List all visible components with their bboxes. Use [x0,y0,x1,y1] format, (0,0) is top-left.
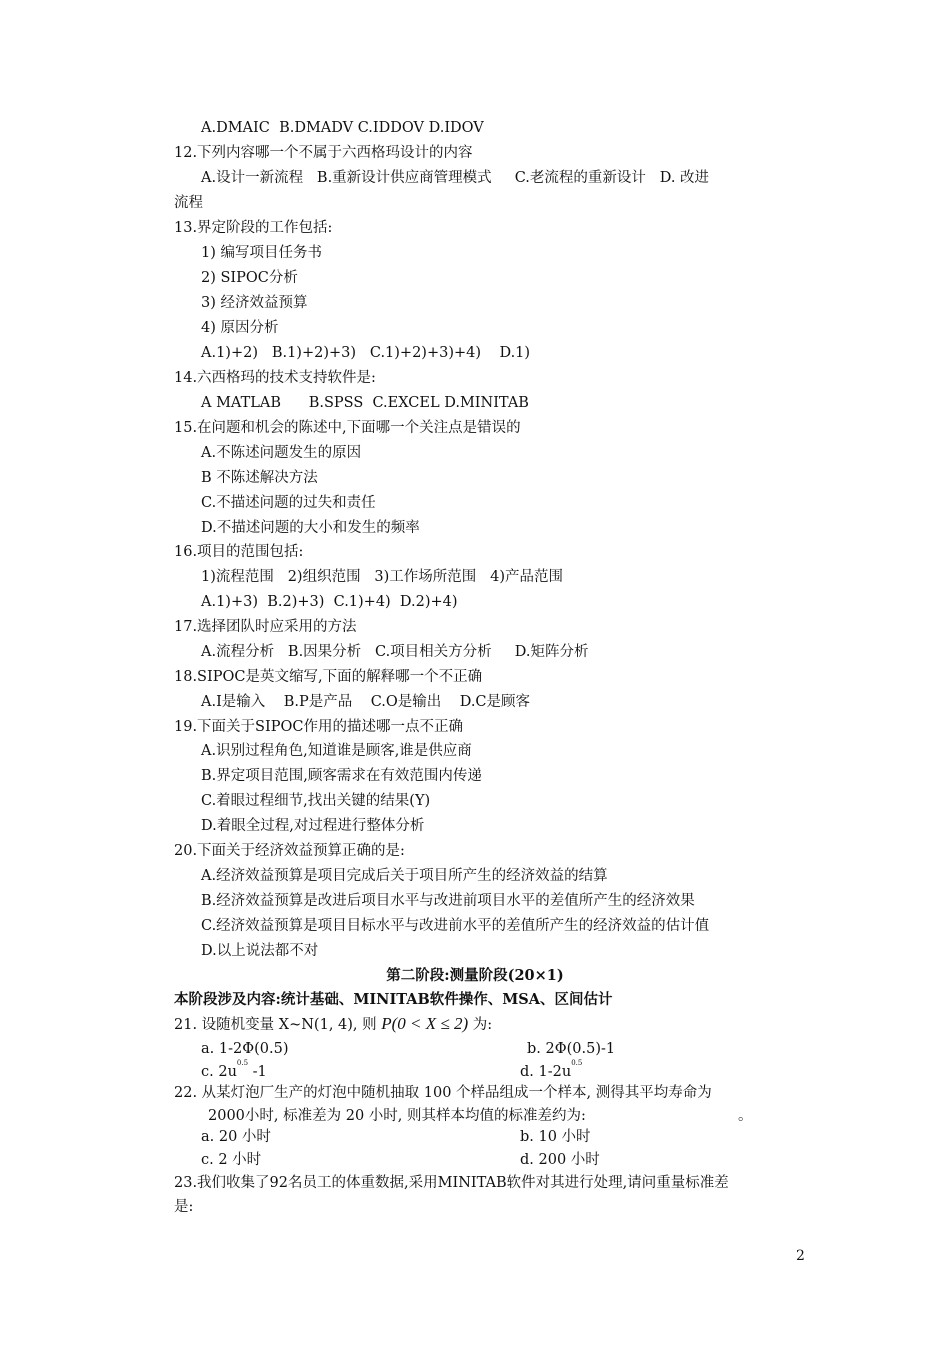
q13-item-2: 2) SIPOC分析 [201,270,298,286]
q13-options: A.1)+2) B.1)+2)+3) C.1)+2)+3)+4) D.1) [201,345,531,361]
stage-2-description: 本阶段涉及内容:统计基础、MINITAB软件操作、MSA、区间估计 [174,991,613,1008]
q13-item-3: 3) 经济效益预算 [201,295,308,311]
q15-option-c: C.不描述问题的过失和责任 [201,495,376,511]
q12-stem: 12.下列内容哪一个不属于六西格玛设计的内容 [174,145,473,161]
q19-option-c: C.着眼过程细节,找出关键的结果(Y) [201,793,431,809]
q21-option-b: b. 2Φ(0.5)-1 [527,1041,616,1057]
q17-stem: 17.选择团队时应采用的方法 [174,619,357,635]
q21-option-d-subscript: 0.5 [571,1059,583,1067]
q14-stem: 14.六西格玛的技术支持软件是: [174,370,376,386]
q12-options-continued: 流程 [174,195,203,211]
page-number: 2 [796,1248,805,1264]
q22-stem-end: 。 [738,1108,753,1124]
q19-option-a: A.识别过程角色,知道谁是顾客,谁是供应商 [201,743,472,759]
q13-stem: 13.界定阶段的工作包括: [174,220,333,236]
q22-option-c: c. 2 小时 [201,1152,262,1168]
q21-option-c [201,1059,267,1084]
q15-option-b: B 不陈述解决方法 [201,470,318,486]
q11-options: A.DMAIC B.DMADV C.IDDOV D.IDOV [201,120,484,136]
q21-option-c-subscript: 0.5 [236,1059,249,1067]
q21-formula: P(0 < X ≤ 2) [381,1014,469,1033]
q21-option-d [520,1059,583,1084]
q13-item-1: 1) 编写项目任务书 [201,245,322,261]
q20-option-a: A.经济效益预算是项目完成后关于项目所产生的经济效益的结算 [201,868,608,884]
q16-options: A.1)+3) B.2)+3) C.1)+4) D.2)+4) [201,594,458,610]
q22-option-a: a. 20 小时 [201,1129,271,1145]
q19-stem: 19.下面关于SIPOC作用的描述哪一点不正确 [174,719,463,735]
q15-option-a: A.不陈述问题发生的原因 [201,445,362,461]
q15-option-d: D.不描述问题的大小和发生的频率 [201,520,420,536]
q12-options: A.设计一新流程 B.重新设计供应商管理模式 C.老流程的重新设计 D. 改进 [201,170,710,186]
q20-option-d: D.以上说法都不对 [201,943,319,959]
q20-stem: 20.下面关于经济效益预算正确的是: [174,843,405,859]
q20-option-b: B.经济效益预算是改进后项目水平与改进前项目水平的差值所产生的经济效果 [201,893,695,909]
q22-option-b: b. 10 小时 [520,1129,591,1145]
q20-option-c: C.经济效益预算是项目目标水平与改进前水平的差值所产生的经济效益的估计值 [201,918,710,934]
q21-option-c-end: -1 [248,1064,267,1080]
q22-stem: 22. 从某灯泡厂生产的灯泡中随机抽取 100 个样品组成一个样本, 测得其平均寿命为 [174,1085,712,1101]
q21-stem-end: 为: [468,1017,493,1033]
q19-option-d: D.着眼全过程,对过程进行整体分析 [201,818,425,834]
q21-stem [174,1014,492,1035]
q23-stem-continued: 是: [174,1199,194,1215]
q14-options: A MATLAB B.SPSS C.EXCEL D.MINITAB [201,395,529,411]
q21-option-a: a. 1-2Φ(0.5) [201,1041,289,1057]
q15-stem: 15.在问题和机会的陈述中,下面哪一个关注点是错误的 [174,420,521,436]
stage-2-heading: 第二阶段:测量阶段(20×1) [386,967,564,984]
q22-option-d: d. 200 小时 [520,1152,600,1168]
q22-stem-continued: 2000小时, 标准差为 20 小时, 则其样本均值的标准差约为: [208,1108,586,1124]
q16-stem: 16.项目的范围包括: [174,544,304,560]
q21-option-d-text: d. 1-2u [520,1064,572,1080]
q16-items: 1)流程范围 2)组织范围 3)工作场所范围 4)产品范围 [201,569,564,585]
q18-stem: 18.SIPOC是英文缩写,下面的解释哪一个不正确 [174,669,483,685]
q19-option-b: B.界定项目范围,顾客需求在有效范围内传递 [201,768,482,784]
q17-options: A.流程分析 B.因果分析 C.项目相关方分析 D.矩阵分析 [201,644,589,660]
q13-item-4: 4) 原因分析 [201,320,279,336]
q23-stem: 23.我们收集了92名员工的体重数据,采用MINITAB软件对其进行处理,请问重量标准差 [174,1175,729,1191]
q18-options: A.I是输入 B.P是产品 C.O是输出 D.C是顾客 [201,694,531,710]
q21-stem-text: 21. 设随机变量 X~N(1, 4), 则 [174,1017,382,1033]
q21-option-c-text: c. 2u [201,1064,237,1080]
